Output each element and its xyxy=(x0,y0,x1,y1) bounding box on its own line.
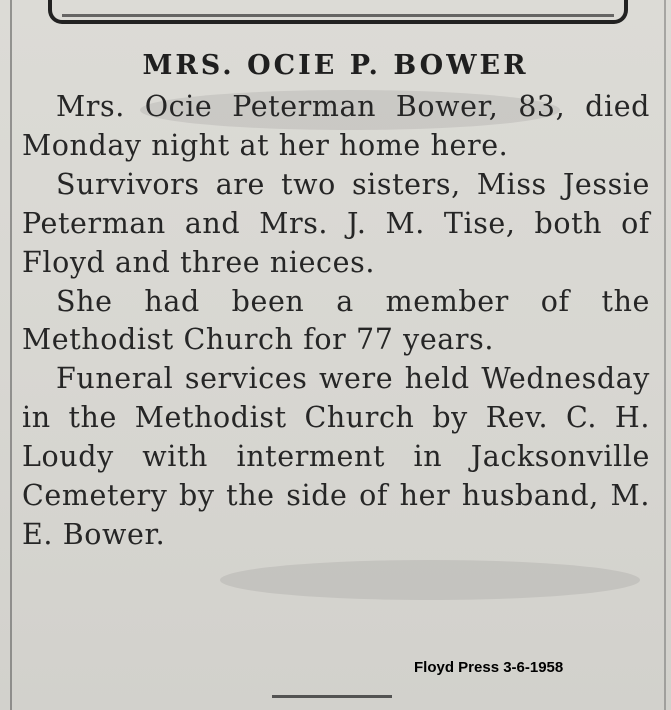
column-rule-right xyxy=(664,0,666,710)
obituary-headline: MRS. OCIE P. BOWER xyxy=(142,50,529,81)
source-credit: Floyd Press 3-6-1958 xyxy=(414,659,564,676)
print-smudge xyxy=(220,560,640,600)
column-rule-left xyxy=(10,0,12,710)
bottom-divider xyxy=(272,695,392,698)
top-border-inner-line xyxy=(62,0,614,17)
obituary-paragraph: Survivors are two sisters, Miss Jessie Peterman and Mrs. J. M. Tise, both of Floyd and three nieces. xyxy=(22,167,650,279)
obituary-body xyxy=(22,88,650,555)
obituary-paragraph: Mrs. Ocie Peterman Bower, 83, died Monday night at her home here. xyxy=(22,90,650,162)
obituary-paragraph: She had been a member of the Methodist Church for 77 years. xyxy=(22,284,650,357)
obituary-paragraph: Funeral services were held Wednesday in the Methodist Church by Rev. C. H. Loudy with interment in Jacksonville Cemetery by the side of her husband, M. E. Bower. xyxy=(22,362,650,551)
